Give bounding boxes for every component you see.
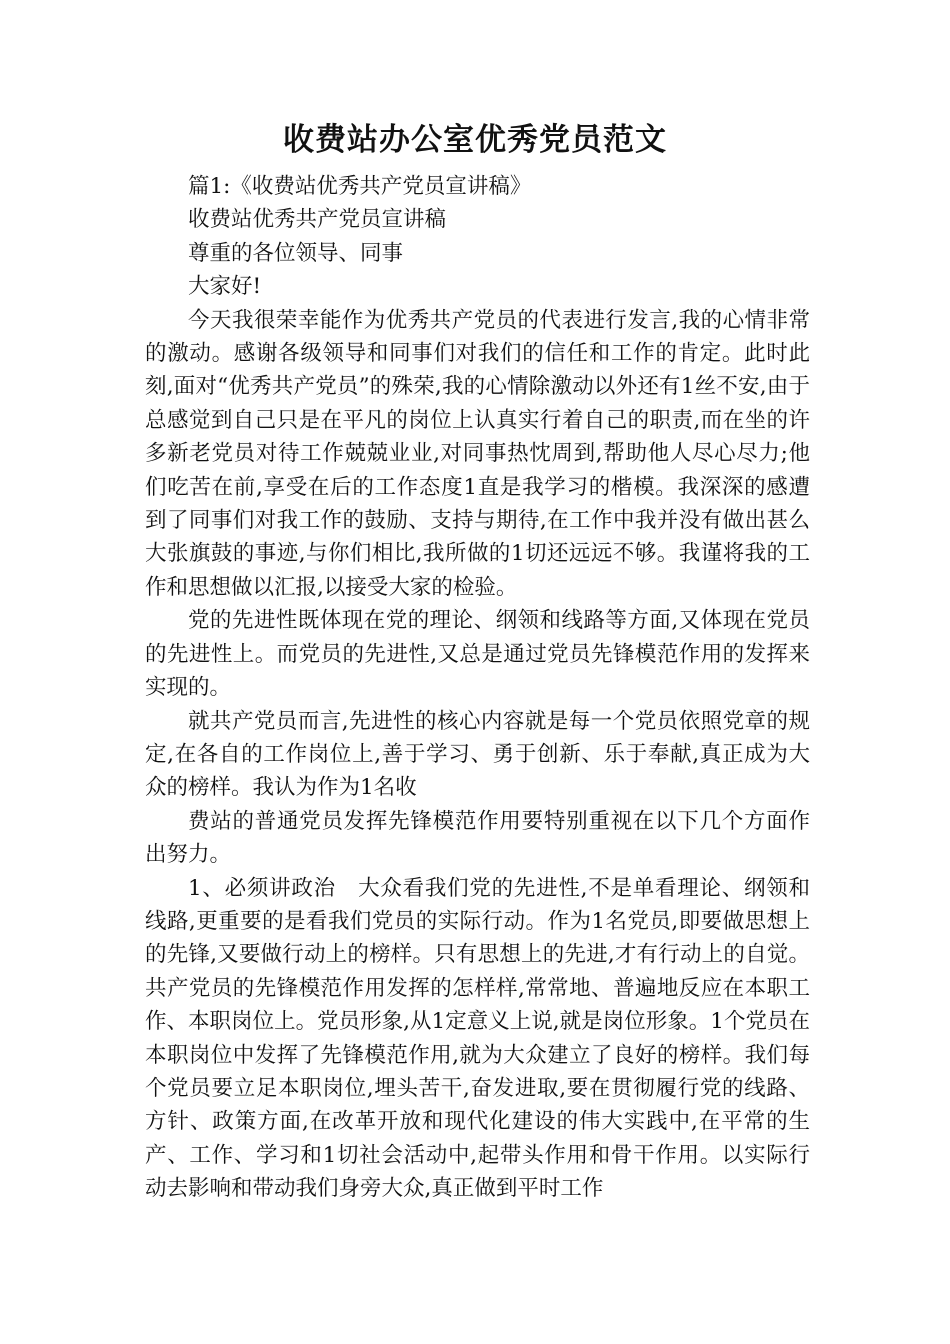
greeting: 大家好! (188, 274, 262, 300)
section-heading: 篇1:《收费站优秀共产党员宣讲稿》 (188, 174, 532, 199)
paragraph-efforts: 费站的普通党员发挥先锋模范作用要特别重视在以下几个方面作出努力。 (145, 808, 810, 868)
paragraph-intro: 今天我很荣幸能作为优秀共产党员的代表进行发言,我的心情非常的激动。感谢各级领导和同事们对我们的信任和工作的肯定。此时此刻,面对“优秀共产党员”的殊荣,我的心情除激动以外还有1丝不安,由于总感觉到自己只是在平凡的岗位上认真实行着自己的职责,而在坐的许多新老党员对待工作兢兢业业,对同事热忱周到,帮助他人尽心尽力;他们吃苦在前,享受在后的工作态度1直是我学习的楷模。我深深的感遭到了同事们对我工作的鼓励、支持与期待,在工作中我并没有做出甚么大张旗鼓的事迹,与你们相比,我所做的1切还远远不够。我谨将我的工作和思想做以汇报,以接受大家的检验。 (145, 307, 810, 600)
speech-title: 收费站优秀共产党员宣讲稿 (188, 207, 447, 233)
document-body (145, 170, 810, 1206)
paragraph-point-1: 1、必须讲政治 大众看我们党的先进性,不是单看理论、纲领和线路,更重要的是看我们党员的实际行动。作为1名党员,即要做思想上的先锋,又要做行动上的榜样。只有思想上的先进,才有行动上的自觉。共产党员的先锋模范作用发挥的怎样样,常常地、普遍地反应在本职工作、本职岗位上。党员形象,从1定意义上说,就是岗位形象。1个党员在本职岗位中发挥了先锋模范作用,就为大众建立了良好的榜样。我们每个党员要立足本职岗位,埋头苦干,奋发进取,要在贯彻履行党的线路、方针、政策方面,在改革开放和现代化建设的伟大实践中,在平常的生产、工作、学习和1切社会活动中,起带头作用和骨干作用。以实际行动去影响和带动我们身旁大众,真正做到平时工作 (145, 875, 810, 1202)
salutation: 尊重的各位领导、同事 (188, 240, 404, 266)
document-title: 收费站办公室优秀党员范文 (283, 122, 667, 158)
paragraph-advancement: 党的先进性既体现在党的理论、纲领和线路等方面,又体现在党员的先进性上。而党员的先进性,又总是通过党员先锋模范作用的发挥来实现的。 (145, 608, 810, 701)
paragraph-core-content: 就共产党员而言,先进性的核心内容就是每一个党员依照党章的规定,在各自的工作岗位上,善于学习、勇于创新、乐于奉献,真正成为大众的榜样。我认为作为1名收 (145, 708, 810, 801)
